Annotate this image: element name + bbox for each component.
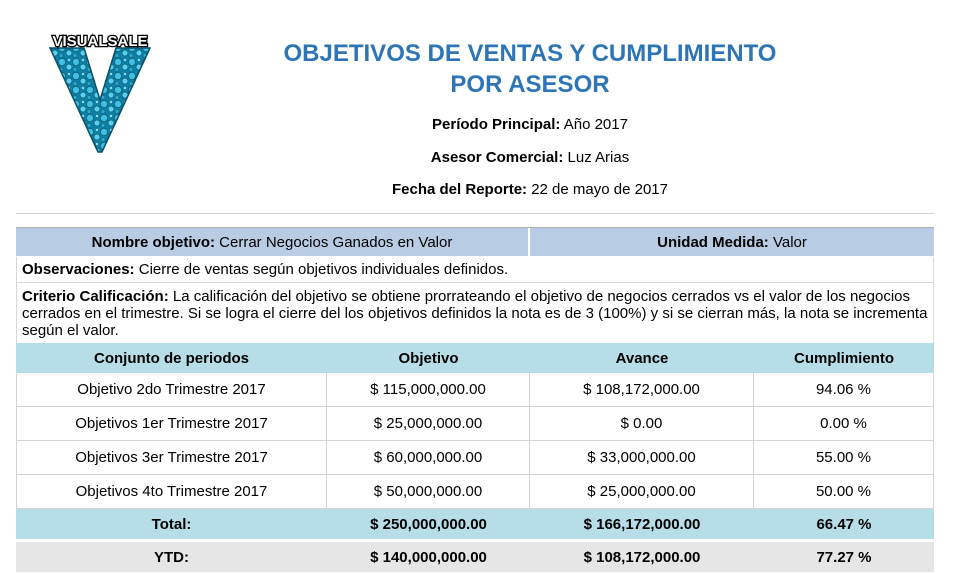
fulfillment-cell: 55.00 % [754, 441, 934, 474]
criteria-label: Criterio Calificación: [22, 288, 169, 305]
objective-name-label: Nombre objetivo: [91, 233, 215, 251]
objective-table [16, 227, 934, 572]
advisor-value: Luz Arias [567, 149, 630, 166]
objective-header-row [16, 227, 934, 257]
criteria-row [16, 283, 934, 343]
objective-amount-cell: $ 115,000,000.00 [327, 373, 530, 406]
advisor-line [230, 149, 830, 166]
period-line [230, 116, 830, 133]
report-title-line2: POR ASESOR [450, 71, 610, 98]
ytd-progress: $ 108,172,000.00 [583, 548, 701, 566]
report-title [230, 38, 830, 100]
ytd-objective: $ 140,000,000.00 [370, 548, 487, 566]
logo-v-shape-icon [44, 30, 156, 154]
period-name-cell: Objetivos 1er Trimestre 2017 [16, 407, 327, 440]
column-header-fulfillment: Cumplimiento [794, 349, 894, 367]
ytd-fulfillment: 77.27 % [816, 548, 872, 566]
visualsale-logo [44, 30, 156, 154]
fulfillment-cell: 50.00 % [754, 475, 934, 508]
progress-amount-cell: $ 0.00 [530, 407, 754, 440]
report-date-line [230, 181, 830, 198]
total-fulfillment: 66.47 % [816, 515, 872, 533]
observations-row [16, 257, 934, 283]
objective-amount-cell: $ 60,000,000.00 [327, 441, 530, 474]
report-title-line1: OBJETIVOS DE VENTAS Y CUMPLIMIENTO [283, 40, 777, 67]
report-date-value: 22 de mayo de 2017 [531, 181, 668, 198]
total-progress: $ 166,172,000.00 [583, 515, 701, 533]
header-divider [16, 213, 934, 214]
observations-label: Observaciones: [22, 261, 135, 278]
objective-name-value: Cerrar Negocios Ganados en Valor [219, 233, 453, 251]
column-header-row [16, 343, 934, 373]
table-row [16, 441, 934, 475]
objective-amount-cell: $ 50,000,000.00 [327, 475, 530, 508]
advisor-label: Asesor Comercial: [430, 149, 564, 166]
period-name-cell: Objetivo 2do Trimestre 2017 [16, 373, 327, 406]
column-header-progress: Avance [615, 349, 669, 367]
observations-value: Cierre de ventas según objetivos individuales definidos. [138, 261, 509, 278]
table-row [16, 407, 934, 441]
total-objective: $ 250,000,000.00 [370, 515, 487, 533]
unit-label: Unidad Medida: [657, 233, 769, 251]
period-value: Año 2017 [563, 116, 628, 133]
objective-name-cell [16, 228, 530, 256]
fulfillment-cell: 94.06 % [754, 373, 934, 406]
progress-amount-cell: $ 25,000,000.00 [530, 475, 754, 508]
objective-amount-cell: $ 25,000,000.00 [327, 407, 530, 440]
column-header-objective: Objetivo [398, 349, 459, 367]
column-header-periods: Conjunto de periodos [94, 349, 249, 367]
period-name-cell: Objetivos 3er Trimestre 2017 [16, 441, 327, 474]
period-name-cell: Objetivos 4to Trimestre 2017 [16, 475, 327, 508]
svg-text:VISUALSALE: VISUALSALE [52, 33, 148, 50]
ytd-row [16, 542, 934, 572]
period-label: Período Principal: [432, 116, 561, 133]
ytd-label: YTD: [154, 548, 189, 566]
criteria-value: La calificación del objetivo se obtiene prorrateando el objetivo de negocios cerrados vs el valor de los negocios cerrados en el trimestre. Si se logra el cierre del los objetivos definidos la nota es de 3 (100%) y si se cierran más, la nota se incrementa según el valor. [22, 288, 928, 339]
progress-amount-cell: $ 108,172,000.00 [530, 373, 754, 406]
unit-cell [530, 228, 934, 256]
report-date-label: Fecha del Reporte: [392, 181, 528, 198]
unit-value: Valor [772, 233, 807, 251]
total-label: Total: [151, 515, 192, 533]
table-row [16, 475, 934, 509]
progress-amount-cell: $ 33,000,000.00 [530, 441, 754, 474]
table-row [16, 373, 934, 407]
fulfillment-cell: 0.00 % [754, 407, 934, 440]
total-row [16, 509, 934, 539]
